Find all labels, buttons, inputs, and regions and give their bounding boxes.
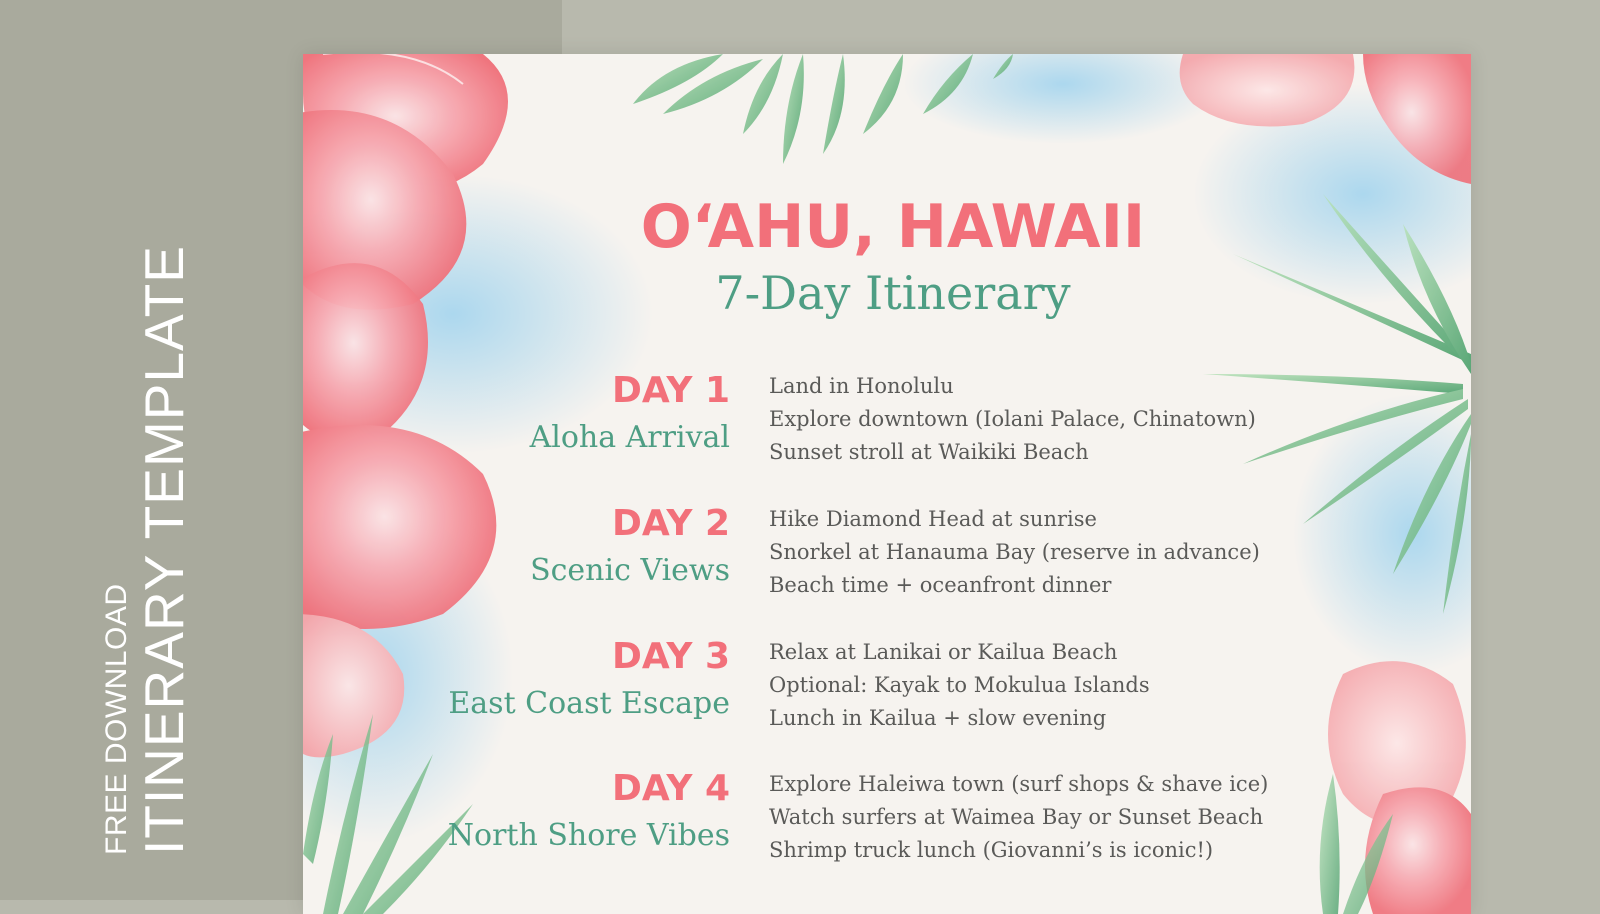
page-subtitle: 7-Day Itinerary — [715, 266, 1071, 320]
day-theme: Scenic Views — [530, 553, 730, 588]
activity-item: Hike Diamond Head at sunrise — [769, 507, 1097, 531]
activity-item: Beach time + oceanfront dinner — [769, 573, 1112, 597]
day-label: DAY 2 — [612, 503, 730, 544]
side-label-line1: FREE DOWNLOAD — [100, 583, 133, 855]
day-block-1 — [303, 370, 1471, 480]
day-theme: Aloha Arrival — [529, 420, 730, 455]
side-label-line2: ITINERARY TEMPLATE — [133, 245, 195, 855]
day-label: DAY 3 — [612, 636, 730, 677]
activity-item: Land in Honolulu — [769, 374, 954, 398]
day-activities — [769, 636, 1150, 735]
activity-item: Lunch in Kailua + slow evening — [769, 706, 1107, 730]
activity-item: Relax at Lanikai or Kailua Beach — [769, 640, 1118, 664]
activity-item: Snorkel at Hanauma Bay (reserve in advance) — [769, 540, 1260, 564]
activity-item: Shrimp truck lunch (Giovanni’s is iconic!) — [769, 838, 1214, 862]
page-title: O‘AHU, HAWAII — [640, 192, 1146, 262]
day-block-2 — [303, 503, 1471, 613]
side-label — [100, 245, 194, 855]
sky-wash-top — [903, 54, 1223, 144]
day-activities — [769, 503, 1260, 602]
activity-item: Explore downtown (Iolani Palace, Chinatown) — [769, 407, 1256, 431]
itinerary-document — [303, 54, 1471, 914]
day-activities — [769, 768, 1268, 867]
day-label: DAY 1 — [612, 370, 730, 411]
day-theme: North Shore Vibes — [447, 818, 730, 853]
activity-item: Optional: Kayak to Mokulua Islands — [769, 673, 1150, 697]
day-label: DAY 4 — [612, 768, 730, 809]
activity-item: Sunset stroll at Waikiki Beach — [769, 440, 1089, 464]
activity-item: Explore Haleiwa town (surf shops & shave ice) — [769, 772, 1269, 796]
day-block-4 — [303, 768, 1471, 878]
day-activities — [769, 370, 1256, 469]
day-theme: East Coast Escape — [448, 686, 730, 721]
day-block-3 — [303, 636, 1471, 746]
activity-item: Watch surfers at Waimea Bay or Sunset Beach — [769, 805, 1264, 829]
